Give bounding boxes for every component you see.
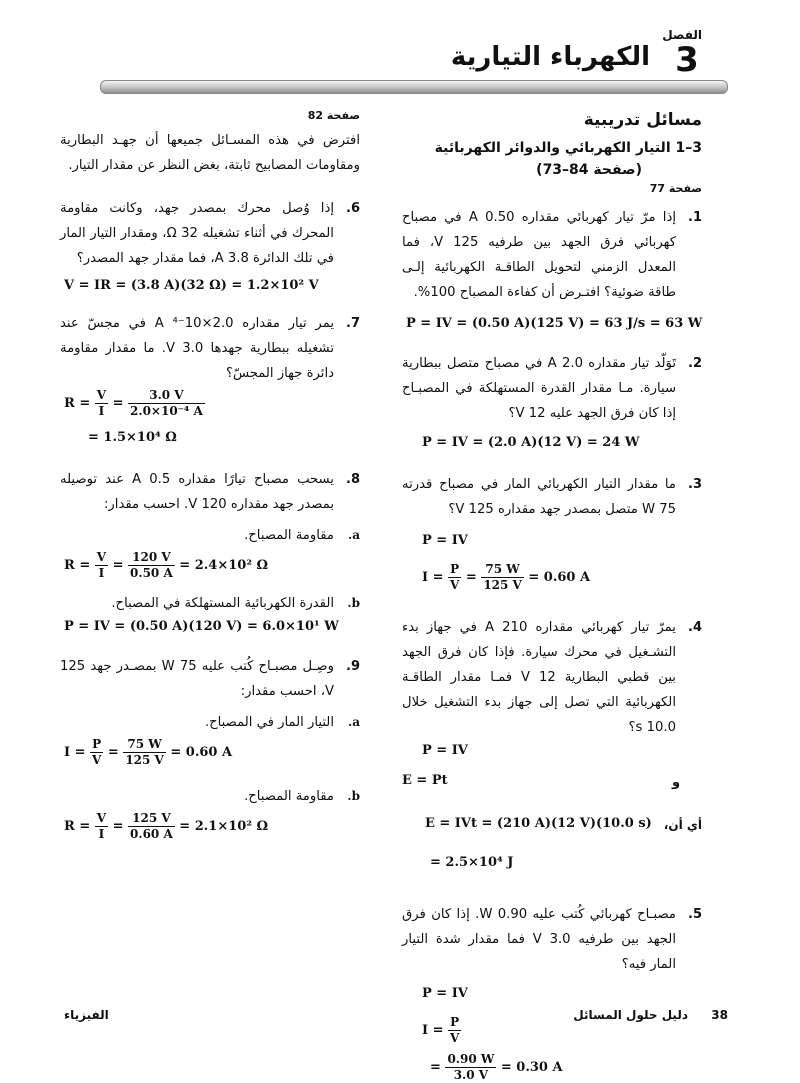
denominator: 2.0×10⁻⁴ A bbox=[130, 404, 203, 418]
question-text: مصبـاح كهربائي كُتب عليه 0.90 W. إذا كان فرق الجهد بين طرفيه 3.0 V فما مقدار شدة التيار المار فيه؟ bbox=[402, 907, 676, 972]
question-5 bbox=[402, 902, 702, 977]
equation: P = IV = (0.50 A)(120 V) = 6.0×10¹ W bbox=[64, 619, 339, 634]
question-number: 2. bbox=[688, 356, 702, 371]
fraction bbox=[128, 811, 175, 842]
denominator: V bbox=[450, 578, 460, 592]
intro-text: افترض في هذه المسـائل جميعها أن جهـد البطارية ومقاومات المصابيح ثابتة، بغض النظر عن مقدار التيار. bbox=[60, 133, 360, 173]
numerator: 75 W bbox=[481, 562, 524, 578]
question-number: 1. bbox=[688, 210, 702, 225]
section-pages: (صفحة 84–73) bbox=[536, 162, 642, 178]
footer-guide-title: دليل حلول المسائل bbox=[573, 1008, 688, 1022]
fraction bbox=[95, 811, 108, 842]
chapter-number: 3 bbox=[675, 40, 699, 80]
eq-lhs: I = bbox=[422, 570, 444, 585]
equation: P = IV = (2.0 A)(12 V) = 24 W bbox=[422, 435, 640, 450]
fraction bbox=[95, 550, 108, 581]
sub-letter: b. bbox=[347, 596, 360, 610]
sub-question-a bbox=[60, 523, 360, 548]
fraction bbox=[448, 1015, 461, 1046]
denominator: V bbox=[450, 1031, 460, 1045]
question-text: ما مقدار التيار الكهربائي المار في مصباح قدرته 75 W متصل بمصدر جهد مقداره 125 V؟ bbox=[402, 477, 676, 517]
numerator: P bbox=[90, 737, 103, 753]
equation: V = IR = (3.8 A)(32 Ω) = 1.2×10² V bbox=[64, 278, 319, 293]
question-number: 7. bbox=[346, 316, 360, 331]
numerator: V bbox=[96, 550, 107, 564]
fraction bbox=[95, 388, 108, 419]
numerator: P bbox=[448, 1015, 461, 1031]
question-number: 4. bbox=[688, 620, 702, 635]
right-column bbox=[402, 108, 702, 1083]
question-number: 8. bbox=[346, 472, 360, 487]
denominator: 0.60 A bbox=[130, 827, 173, 841]
eq-result: = 0.30 A bbox=[500, 1060, 563, 1075]
eq-result: = 0.60 A bbox=[528, 570, 591, 585]
question-4 bbox=[402, 615, 702, 740]
fraction bbox=[90, 737, 103, 768]
eq-equals: = bbox=[112, 819, 124, 834]
equation: P = IV bbox=[422, 533, 468, 548]
numerator: V bbox=[96, 388, 107, 402]
equation: P = IV bbox=[422, 743, 468, 758]
denominator: 0.50 A bbox=[130, 566, 173, 580]
eq-equals: = bbox=[465, 570, 477, 585]
equation-fraction bbox=[402, 562, 702, 593]
eq-result: = 2.1×10² Ω bbox=[179, 819, 269, 834]
equation: = 1.5×10⁴ Ω bbox=[88, 430, 177, 445]
question-text: تَوَلّد تيار مقداره 2.0 A في مصباح متصل ببطارية سيارة. مـا مقدار القدرة المستهلكة في المصبـاح إذا كان فرق الجهد عليه 12 V؟ bbox=[402, 356, 676, 421]
eq-equals: = bbox=[112, 396, 124, 411]
sub-text: التيار المار في المصباح. bbox=[204, 715, 334, 730]
eq-lhs: R = bbox=[64, 396, 91, 411]
numerator: 75 W bbox=[123, 737, 166, 753]
question-text: وصِـل مصبـاح كُتب عليه 75 W بمصـدر جهد 125 V، احسب مقدار: bbox=[60, 659, 334, 699]
eq-result: = 0.60 A bbox=[170, 745, 233, 760]
sub-question-a bbox=[60, 710, 360, 735]
equation-row bbox=[402, 813, 702, 838]
section-heading: 3–1 التيار الكهربائي والدوائر الكهربائية bbox=[434, 140, 702, 156]
question-6 bbox=[60, 196, 360, 271]
sub-question-b bbox=[60, 784, 360, 809]
numerator: P bbox=[448, 562, 461, 578]
fraction bbox=[481, 562, 524, 593]
eq-equals: = bbox=[107, 745, 119, 760]
header-decorative-bar bbox=[100, 80, 728, 94]
question-text: إذا مرّ تيار كهربائي مقداره 0.50 A في مصباح كهربائي فرق الجهد بين طرفيه 125 V، فما المعدل الزمني لتحويل الطاقـة الكهربائية إلـى طاقة ضوئية؟ افتـرض أن كفاءة المصباح 100%. bbox=[402, 210, 676, 300]
sub-letter: a. bbox=[348, 528, 360, 542]
practice-heading: مسائل تدريبية bbox=[583, 110, 702, 130]
equation-fraction bbox=[60, 550, 360, 581]
eq-equals: = bbox=[112, 558, 124, 573]
page-ref-77: صفحة 77 bbox=[649, 182, 702, 195]
sub-text: القدرة الكهربائية المستهلكة في المصباح. bbox=[111, 596, 334, 611]
denominator: I bbox=[98, 827, 105, 841]
question-number: 5. bbox=[688, 907, 702, 922]
denominator: 125 V bbox=[125, 753, 164, 767]
equation-fraction bbox=[60, 811, 360, 842]
question-number: 3. bbox=[688, 477, 702, 492]
equation: E = Pt bbox=[402, 773, 448, 788]
left-column bbox=[60, 108, 360, 842]
numerator: 125 V bbox=[128, 811, 175, 827]
denominator: 3.0 V bbox=[453, 1068, 489, 1082]
sub-letter: a. bbox=[348, 715, 360, 729]
and-word: و bbox=[672, 775, 681, 790]
fraction bbox=[128, 388, 205, 419]
denominator: V bbox=[92, 753, 102, 767]
equation-fraction bbox=[402, 1052, 702, 1083]
footer-page-number: 38 bbox=[711, 1008, 728, 1022]
denominator: 125 V bbox=[483, 578, 522, 592]
denominator: I bbox=[98, 404, 105, 418]
question-text: يسحب مصباح تيارًا مقداره 0.5 A عند توصيله بمصدر جهد مقداره 120 V. احسب مقدار: bbox=[60, 472, 334, 512]
sub-text: مقاومة المصباح. bbox=[244, 789, 334, 804]
equation: P = IV bbox=[422, 986, 468, 1001]
question-7 bbox=[60, 311, 360, 386]
sub-text: مقاومة المصباح. bbox=[244, 528, 334, 543]
eq-lhs: R = bbox=[64, 819, 91, 834]
numerator: V bbox=[96, 811, 107, 825]
question-text: يمر تيار مقداره 2.0×10⁻⁴ A في مجسّ عند تشغيله ببطارية جهدها 3.0 V. ما مقدار مقاومة دائرة جهاز المجسّ؟ bbox=[60, 316, 334, 381]
question-3 bbox=[402, 472, 702, 522]
question-number: 6. bbox=[346, 201, 360, 216]
question-text: يمرّ تيار كهربائي مقداره 210 A في جهاز بدء التشـغيل في محرك سيارة. فإذا كان فرق الجهد بين قطبي البطارية 12 V فمـا مقدار الطاقـة الكهربائية التي تصل إلى جهاز بدء التشغيل خلال 10.0 s؟ bbox=[402, 620, 676, 735]
numerator: 3.0 V bbox=[128, 388, 205, 404]
fraction bbox=[123, 737, 166, 768]
equation: E = IVt = (210 A)(12 V)(10.0 s) bbox=[424, 816, 652, 831]
equation-row bbox=[402, 770, 702, 795]
equation-fraction bbox=[60, 388, 360, 419]
fraction bbox=[128, 550, 175, 581]
that-is-word: أي أن، bbox=[663, 818, 702, 832]
question-number: 9. bbox=[346, 659, 360, 674]
chapter-title: الكهرباء التيارية bbox=[450, 42, 650, 72]
question-9 bbox=[60, 654, 360, 704]
eq-lhs: R = bbox=[64, 558, 91, 573]
question-1 bbox=[402, 205, 702, 305]
question-8 bbox=[60, 467, 360, 517]
eq-lhs: = bbox=[430, 1060, 441, 1075]
eq-lhs: I = bbox=[422, 1023, 444, 1038]
equation-fraction bbox=[60, 737, 360, 768]
numerator: 120 V bbox=[128, 550, 175, 566]
sub-letter: b. bbox=[347, 789, 360, 803]
eq-result: = 2.4×10² Ω bbox=[179, 558, 269, 573]
numerator: 0.90 W bbox=[447, 1052, 495, 1066]
footer-subject: الفيزياء bbox=[64, 1008, 109, 1022]
question-text: إذا وُصل محرك بمصدر جهد، وكانت مقاومة المحرك في أثناء تشغيله 32 Ω، ومقدار التيار المار في تلك الدائرة 3.8 A، فما مقدار جهد المصدر؟ bbox=[60, 201, 334, 266]
eq-lhs: I = bbox=[64, 745, 86, 760]
sub-question-b bbox=[60, 591, 360, 616]
page-ref-82: صفحة 82 bbox=[307, 109, 360, 122]
equation: = 2.5×10⁴ J bbox=[430, 855, 514, 870]
chapter-label: الفصل bbox=[662, 28, 702, 42]
denominator: I bbox=[98, 566, 105, 580]
fraction bbox=[448, 562, 461, 593]
question-2 bbox=[402, 351, 702, 426]
equation: P = IV = (0.50 A)(125 V) = 63 J/s = 63 W bbox=[406, 316, 703, 331]
fraction bbox=[445, 1052, 496, 1083]
